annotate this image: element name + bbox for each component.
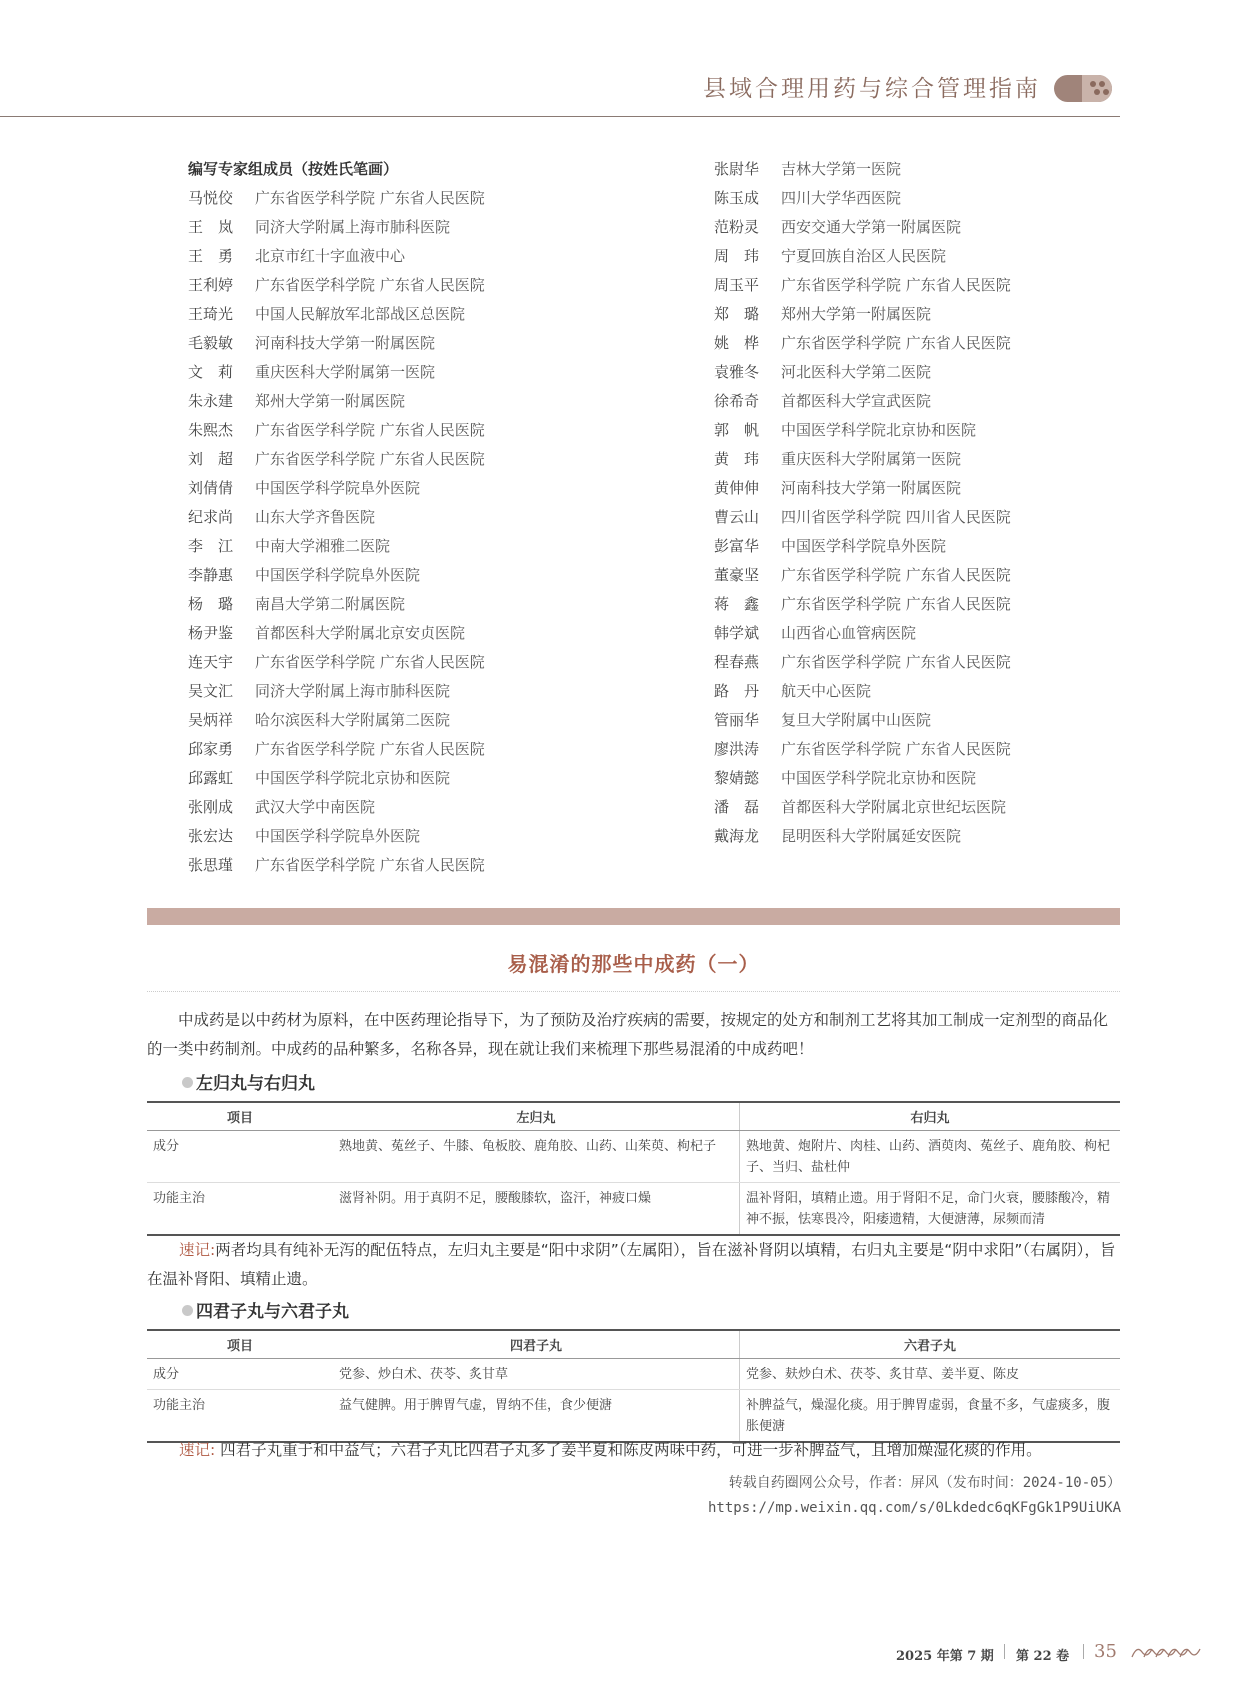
expert-name: 陈玉成 [714, 189, 760, 207]
expert-affiliation: 中国医学科学院阜外医院 [255, 827, 421, 845]
expert-row [188, 329, 608, 358]
expert-row [188, 561, 608, 590]
bullet-icon [182, 1305, 193, 1316]
expert-affiliation: 吉林大学第一医院 [781, 160, 902, 178]
section2-heading-text: 四君子丸与六君子丸 [196, 1302, 349, 1322]
expert-affiliation: 广东省医学科学院 广东省人民医院 [781, 334, 1011, 352]
expert-affiliation: 中南大学湘雅二医院 [255, 537, 391, 555]
expert-affiliation: 四川省医学科学院 四川省人民医院 [781, 508, 1011, 526]
expert-affiliation: 中国医学科学院阜外医院 [255, 566, 421, 584]
expert-row [714, 677, 1134, 706]
source-url: https://mp.weixin.qq.com/s/0Lkdedc6qKFgGk1P9UiUKA [707, 1500, 1121, 1516]
expert-name: 杨 璐 [188, 595, 234, 613]
section2-heading [182, 1297, 349, 1322]
expert-row [714, 155, 1134, 184]
expert-row [714, 184, 1134, 213]
expert-affiliation: 西安交通大学第一附属医院 [781, 218, 962, 236]
expert-name: 李静惠 [188, 566, 234, 584]
memo-paragraph-1 [147, 1236, 1120, 1294]
table-cell: 熟地黄、菟丝子、牛膝、龟板胶、鹿角胶、山药、山茱萸、枸杞子 [333, 1131, 740, 1183]
table-cell: 党参、炒白术、茯苓、炙甘草 [333, 1359, 740, 1390]
expert-name: 张宏达 [188, 827, 234, 845]
expert-row [188, 213, 608, 242]
expert-name: 姚 桦 [714, 334, 760, 352]
expert-row [188, 590, 608, 619]
expert-affiliation: 航天中心医院 [781, 682, 872, 700]
expert-name: 范粉灵 [714, 218, 760, 236]
expert-row [714, 271, 1134, 300]
expert-row [714, 416, 1134, 445]
table-row [147, 1359, 1120, 1390]
expert-affiliation: 同济大学附属上海市肺科医院 [255, 218, 451, 236]
wave-ornament-icon [1130, 1643, 1210, 1661]
expert-affiliation: 南昌大学第二附属医院 [255, 595, 406, 613]
expert-affiliation: 中国人民解放军北部战区总医院 [255, 305, 466, 323]
expert-name: 管丽华 [714, 711, 760, 729]
expert-affiliation: 山西省心血管病医院 [781, 624, 917, 642]
section1-heading-text: 左归丸与右归丸 [196, 1074, 315, 1094]
expert-row [188, 532, 608, 561]
comparison-table-2 [147, 1329, 1120, 1443]
expert-name: 张思瑾 [188, 856, 234, 874]
table-header: 项目 [147, 1330, 333, 1359]
table-header: 四君子丸 [333, 1330, 740, 1359]
expert-name: 邱露虹 [188, 769, 234, 787]
memo-label: 速记: [179, 1441, 216, 1459]
expert-name: 董豪坚 [714, 566, 760, 584]
expert-row [188, 764, 608, 793]
expert-row [714, 619, 1134, 648]
table-cell: 补脾益气，燥湿化痰。用于脾胃虚弱，食量不多，气虚痰多，腹胀便溏 [740, 1390, 1121, 1443]
article-title: 易混淆的那些中成药（一） [507, 952, 760, 976]
expert-row [714, 764, 1134, 793]
expert-affiliation: 广东省医学科学院 广东省人民医院 [255, 276, 485, 294]
expert-affiliation: 四川大学华西医院 [781, 189, 902, 207]
expert-row [188, 387, 608, 416]
footer-separator [1004, 1644, 1005, 1659]
expert-name: 袁雅冬 [714, 363, 760, 381]
expert-row [188, 184, 608, 213]
expert-affiliation: 河北医科大学第二医院 [781, 363, 932, 381]
table-row [147, 1183, 1120, 1236]
expert-name: 吴文汇 [188, 682, 234, 700]
expert-affiliation: 哈尔滨医科大学附属第二医院 [255, 711, 451, 729]
expert-row [188, 648, 608, 677]
table-cell: 成分 [147, 1131, 333, 1183]
source-attribution: 转载自药圈网公众号，作者：屏风（发布时间：2024-10-05） [728, 1475, 1121, 1491]
expert-affiliation: 武汉大学中南医院 [255, 798, 376, 816]
expert-affiliation: 首都医科大学宣武医院 [781, 392, 932, 410]
expert-affiliation: 中国医学科学院北京协和医院 [781, 421, 977, 439]
expert-name: 张刚成 [188, 798, 234, 816]
expert-name: 周玉平 [714, 276, 760, 294]
expert-name: 潘 磊 [714, 798, 760, 816]
memo-text: 四君子丸重于和中益气；六君子丸比四君子丸多了姜半夏和陈皮两味中药，可进一步补脾益气，且增加燥湿化痰的作用。 [215, 1441, 1042, 1459]
expert-affiliation: 广东省医学科学院 广东省人民医院 [255, 740, 485, 758]
expert-affiliation: 中国医学科学院阜外医院 [781, 537, 947, 555]
expert-affiliation: 北京市红十字血液中心 [255, 247, 406, 265]
expert-name: 王 岚 [188, 218, 234, 236]
expert-row [188, 619, 608, 648]
expert-row [714, 242, 1134, 271]
table-cell: 功能主治 [147, 1183, 333, 1236]
expert-affiliation: 同济大学附属上海市肺科医院 [255, 682, 451, 700]
expert-name: 曹云山 [714, 508, 760, 526]
expert-name: 邱家勇 [188, 740, 234, 758]
expert-row [714, 300, 1134, 329]
expert-name: 毛毅敏 [188, 334, 234, 352]
expert-affiliation: 昆明医科大学附属延安医院 [781, 827, 962, 845]
expert-row [714, 822, 1134, 851]
expert-name: 文 莉 [188, 363, 234, 381]
expert-affiliation: 宁夏回族自治区人民医院 [781, 247, 947, 265]
issue-number: 2025 年第 7 期 [896, 1649, 994, 1664]
table-cell: 党参、麸炒白术、茯苓、炙甘草、姜半夏、陈皮 [740, 1359, 1121, 1390]
expert-name: 王 勇 [188, 247, 234, 265]
expert-name: 杨尹鉴 [188, 624, 234, 642]
footer-separator [1083, 1644, 1084, 1659]
table-cell: 成分 [147, 1359, 333, 1390]
table-cell: 熟地黄、炮附片、肉桂、山药、酒萸肉、菟丝子、鹿角胶、枸杞子、当归、盐杜仲 [740, 1131, 1121, 1183]
expert-name: 郑 璐 [714, 305, 760, 323]
expert-list-title: 编写专家组成员（按姓氏笔画） [188, 160, 399, 178]
expert-row [714, 445, 1134, 474]
expert-name: 张尉华 [714, 160, 760, 178]
expert-row [188, 358, 608, 387]
expert-affiliation: 广东省医学科学院 广东省人民医院 [255, 189, 485, 207]
expert-affiliation: 重庆医科大学附属第一医院 [781, 450, 962, 468]
expert-name: 朱熙杰 [188, 421, 234, 439]
capsule-icon [1054, 75, 1112, 102]
expert-row [188, 300, 608, 329]
table-cell: 益气健脾。用于脾胃气虚，胃纳不佳，食少便溏 [333, 1390, 740, 1443]
expert-affiliation: 河南科技大学第一附属医院 [255, 334, 436, 352]
expert-row [714, 532, 1134, 561]
expert-row [188, 474, 608, 503]
expert-row [714, 793, 1134, 822]
expert-row [714, 329, 1134, 358]
expert-affiliation: 复旦大学附属中山医院 [781, 711, 932, 729]
expert-name: 路 丹 [714, 682, 760, 700]
expert-affiliation: 中国医学科学院阜外医院 [255, 479, 421, 497]
expert-row [188, 677, 608, 706]
expert-name: 程春燕 [714, 653, 760, 671]
expert-row [714, 648, 1134, 677]
table-cell: 滋肾补阴。用于真阴不足，腰酸膝软，盗汗，神疲口燥 [333, 1183, 740, 1236]
expert-row [714, 213, 1134, 242]
expert-name: 王利婷 [188, 276, 234, 294]
expert-name: 黄 玮 [714, 450, 760, 468]
table-header: 左归丸 [333, 1102, 740, 1131]
expert-row [714, 474, 1134, 503]
expert-row [188, 851, 608, 880]
table-row [147, 1131, 1120, 1183]
table-header: 项目 [147, 1102, 333, 1131]
header-divider [0, 116, 1120, 117]
expert-affiliation: 郑州大学第一附属医院 [781, 305, 932, 323]
intro-paragraph: 中成药是以中药材为原料，在中医药理论指导下，为了预防及治疗疾病的需要，按规定的处方和制剂工艺将其加工制成一定剂型的商品化的一类中药制剂。中成药的品种繁多，名称各异，现在就让我们来梳理下那些易混淆的中成药吧！ [147, 1011, 1109, 1058]
expert-affiliation: 郑州大学第一附属医院 [255, 392, 406, 410]
expert-affiliation: 广东省医学科学院 广东省人民医院 [255, 653, 485, 671]
section1-heading [182, 1069, 315, 1094]
expert-name: 朱永建 [188, 392, 234, 410]
title-divider [147, 991, 1120, 992]
expert-name: 廖洪涛 [714, 740, 760, 758]
expert-name: 纪求尚 [188, 508, 234, 526]
expert-affiliation: 广东省医学科学院 广东省人民医院 [255, 421, 485, 439]
expert-affiliation: 首都医科大学附属北京世纪坛医院 [781, 798, 1007, 816]
expert-column-right [714, 155, 1134, 851]
expert-name: 连天宇 [188, 653, 234, 671]
table-cell: 温补肾阳，填精止遗。用于肾阳不足，命门火衰，腰膝酸冷，精神不振，怯寒畏冷，阳痿遗精，大便溏薄，尿频而清 [740, 1183, 1121, 1236]
expert-name: 蒋 鑫 [714, 595, 760, 613]
table-row [147, 1390, 1120, 1443]
expert-row [188, 735, 608, 764]
expert-name: 李 江 [188, 537, 234, 555]
table-header: 六君子丸 [740, 1330, 1121, 1359]
expert-row [188, 416, 608, 445]
section-divider-band [147, 908, 1120, 925]
running-header-title: 县域合理用药与综合管理指南 [703, 76, 1041, 102]
expert-name: 刘倩倩 [188, 479, 234, 497]
expert-affiliation: 广东省医学科学院 广东省人民医院 [781, 740, 1011, 758]
expert-name: 黎婧懿 [714, 769, 760, 787]
expert-name: 彭富华 [714, 537, 760, 555]
table-header: 右归丸 [740, 1102, 1121, 1131]
expert-row [188, 242, 608, 271]
memo-text: 两者均具有纯补无泻的配伍特点，左归丸主要是“阳中求阴”（左属阳），旨在滋补肾阴以填精，右归丸主要是“阴中求阳”（右属阴），旨在温补肾阳、填精止遗。 [147, 1241, 1116, 1288]
expert-row [714, 561, 1134, 590]
expert-affiliation: 中国医学科学院北京协和医院 [255, 769, 451, 787]
expert-name: 韩学斌 [714, 624, 760, 642]
expert-row [714, 590, 1134, 619]
volume-number: 第 22 卷 [1016, 1649, 1070, 1664]
expert-affiliation: 山东大学齐鲁医院 [255, 508, 376, 526]
expert-row [188, 445, 608, 474]
expert-affiliation: 广东省医学科学院 广东省人民医院 [781, 653, 1011, 671]
expert-affiliation: 广东省医学科学院 广东省人民医院 [781, 566, 1011, 584]
expert-column-left [188, 155, 608, 880]
expert-name: 王琦光 [188, 305, 234, 323]
expert-affiliation: 重庆医科大学附属第一医院 [255, 363, 436, 381]
table-cell: 功能主治 [147, 1390, 333, 1443]
expert-name: 戴海龙 [714, 827, 760, 845]
expert-row [714, 503, 1134, 532]
expert-name: 吴炳祥 [188, 711, 234, 729]
comparison-table-1 [147, 1101, 1120, 1236]
expert-affiliation: 广东省医学科学院 广东省人民医院 [781, 595, 1011, 613]
expert-row [714, 706, 1134, 735]
expert-affiliation: 首都医科大学附属北京安贞医院 [255, 624, 466, 642]
expert-row [188, 503, 608, 532]
page-number: 35 [1094, 1641, 1117, 1662]
expert-row [714, 387, 1134, 416]
expert-row [188, 706, 608, 735]
expert-affiliation: 广东省医学科学院 广东省人民医院 [781, 276, 1011, 294]
expert-affiliation: 广东省医学科学院 广东省人民医院 [255, 450, 485, 468]
memo-label: 速记: [179, 1241, 216, 1259]
expert-row [188, 793, 608, 822]
expert-affiliation: 中国医学科学院北京协和医院 [781, 769, 977, 787]
expert-row [188, 822, 608, 851]
memo-paragraph-2 [147, 1436, 1120, 1465]
expert-affiliation: 广东省医学科学院 广东省人民医院 [255, 856, 485, 874]
expert-name: 刘 超 [188, 450, 234, 468]
expert-name: 黄伸伸 [714, 479, 760, 497]
expert-affiliation: 河南科技大学第一附属医院 [781, 479, 962, 497]
expert-row [714, 358, 1134, 387]
expert-name: 马悦佼 [188, 189, 234, 207]
expert-name: 周 玮 [714, 247, 760, 265]
expert-row [714, 735, 1134, 764]
expert-name: 郭 帆 [714, 421, 760, 439]
expert-name: 徐希奇 [714, 392, 760, 410]
bullet-icon [182, 1077, 193, 1088]
expert-row [188, 271, 608, 300]
